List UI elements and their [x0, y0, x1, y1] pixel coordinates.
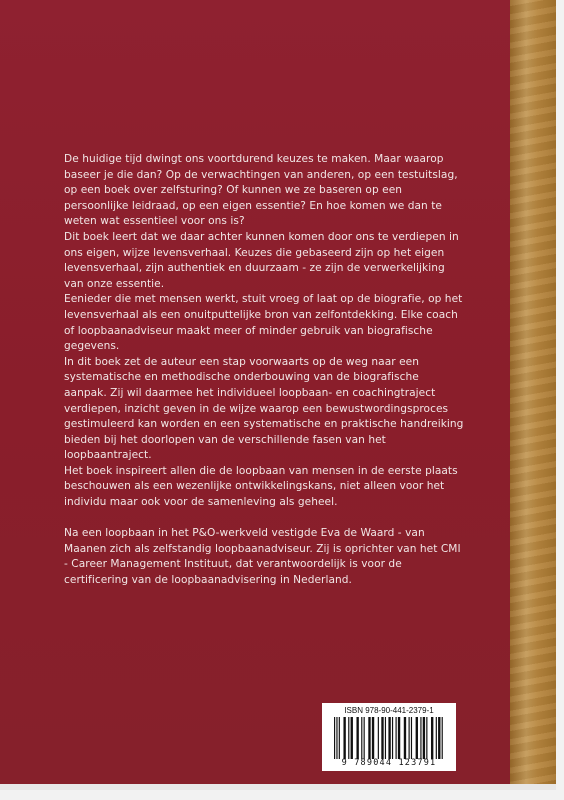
blurb-paragraph: In dit boek zet de auteur een stap voorwaarts op de weg naar een systematische en methodische onderbouwing van de biografische aanpak. Zij wil daarmee het individueel loopbaan- en coachingtraject verdiepen, inzicht geven in de wijze waarop een bewustwordingsproces gestimuleerd kan worden en een systematische en praktische handreiking bieden bij het doorlopen van de verschillende fasen van het loopbaantraject. [64, 355, 464, 462]
blurb-paragraph: Het boek inspireert allen die de loopbaan van mensen in de eerste plaats beschouwen als een wezenlijke ontwikkelingskans, niet alleen voor het individu maar ook voor de samenleving als geheel. [64, 464, 458, 509]
barcode-bar [385, 717, 386, 759]
barcode-bar [343, 717, 345, 759]
barcode-bar [364, 717, 365, 759]
barcode-bar [398, 717, 400, 759]
barcode-bar [431, 717, 433, 759]
barcode-bar [372, 717, 374, 759]
barcode-bar [409, 717, 410, 759]
barcode-bar [426, 717, 427, 759]
isbn-label: ISBN 978-90-441-2379-1 [344, 706, 434, 715]
barcode-bar [411, 717, 412, 759]
barcode-bar [392, 717, 393, 759]
barcode-bar [404, 717, 406, 759]
book-spine [510, 0, 556, 784]
barcode-bar [416, 717, 418, 759]
barcode-bar [356, 717, 358, 759]
barcode-bar [334, 717, 335, 759]
barcode-digits: 9 789044 123791 [341, 758, 437, 768]
author-bio: Na een loopbaan in het P&O-werkveld vestigde Eva de Waard - van Maanen zich als zelfstandig loopbaanadviseur. Zij is oprichter van het CMI - Career Management Instituut, dat verantwoordelijk is voor de certificering van de loopbaanadvisering in Nederland. [64, 527, 461, 587]
barcode-bar [351, 717, 353, 759]
barcode-bar [336, 717, 337, 759]
barcode-bar [339, 717, 340, 759]
blurb-paragraph: De huidige tijd dwingt ons voortdurend keuzes te maken. Maar waarop baseer je die dan? Op de verwachtingen van anderen, op een testuitslag, op een boek over zelfsturing? Of kunnen we ze baseren op een persoonlijke leidraad, op een eigen essentie? En hoe komen we dan te weten wat essentieel voor ons is? [64, 153, 458, 228]
barcode-bar [378, 717, 379, 759]
barcode-bar [420, 717, 421, 759]
barcode-bars [332, 717, 446, 759]
barcode-bar [381, 717, 383, 759]
barcode-bar [442, 717, 443, 759]
isbn-barcode [322, 703, 456, 771]
barcode-bar [388, 717, 390, 759]
barcode-bar [361, 717, 362, 759]
blurb-text [64, 152, 464, 589]
barcode-bar [438, 717, 440, 759]
barcode-bar [348, 717, 349, 759]
barcode-bar [396, 717, 397, 759]
barcode-bar [368, 717, 370, 759]
barcode-bar [423, 717, 425, 759]
blurb-paragraph: Dit boek leert dat we daar achter kunnen komen door ons te verdiepen in ons eigen, wijze levensverhaal. Keuzes die gebaseerd zijn op het eigen levensverhaal, zijn authentiek en duurzaam - ze zijn de verwerkelijking van onze essentie. [64, 230, 459, 290]
barcode-bar [436, 717, 437, 759]
blurb-paragraph: Eenieder die met mensen werkt, stuit vroeg of laat op de biografie, op het levensverhaal als een onuitputtelijke bron van zelfontdekking. Elke coach of loopbaanadviseur maakt meer of minder gebruik van biografische gegevens. [64, 293, 463, 353]
